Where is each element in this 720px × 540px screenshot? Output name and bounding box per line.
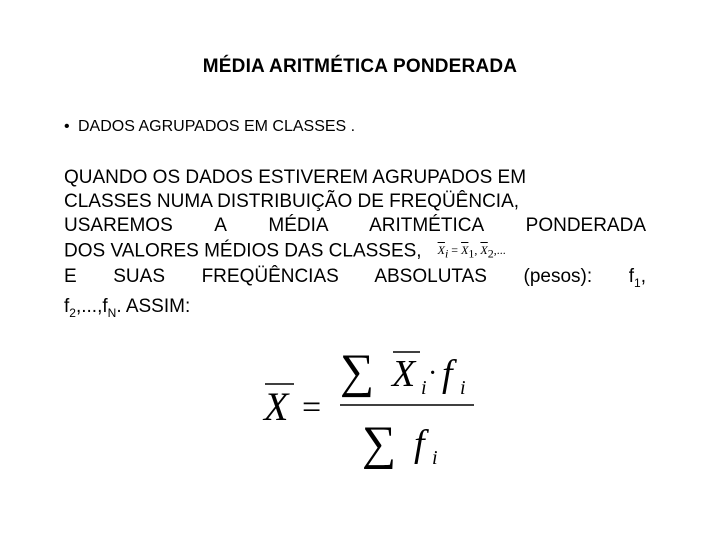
- numerator-sum: ∑: [340, 345, 375, 398]
- lhs-x: X: [264, 384, 289, 429]
- numerator-sub-i-2: i: [460, 377, 466, 399]
- denominator-sub-i: i: [432, 447, 438, 469]
- paragraph-line-4: [64, 238, 646, 265]
- denominator-f: f: [414, 423, 425, 465]
- numerator-x: X: [392, 353, 416, 395]
- bullet-item: [64, 118, 355, 136]
- paragraph-line-5: E SUAS FREQÜÊNCIAS ABSOLUTAS (pesos): $f_1$,: [64, 266, 646, 291]
- numerator-f: f: [442, 353, 453, 395]
- numerator-dot: ·: [428, 358, 438, 389]
- paragraph-line-4-text: DOS VALORES MÉDIOS DAS CLASSES,: [64, 240, 422, 262]
- body-paragraph: [64, 166, 646, 325]
- paragraph-line-6: $f_2,...,f_N$. ASSIM:: [64, 296, 191, 320]
- slide-title: MÉDIA ARITMÉTICA PONDERADA: [202, 56, 518, 77]
- bullet-icon: •: [64, 118, 70, 135]
- paragraph-line-2: CLASSES NUMA DISTRIBUIÇÃO DE FREQÜÊNCIA,: [64, 191, 520, 212]
- paragraph-line-3: USAREMOS A MÉDIA ARITMÉTICA PONDERADA: [64, 215, 646, 236]
- bullet-text: DADOS AGRUPADOS EM CLASSES .: [78, 118, 356, 135]
- class-midpoints-formula: $\overline{X}_i = \overline{X}_1$, $\overline{X}_2$,...: [437, 243, 506, 261]
- weighted-mean-formula: [262, 344, 482, 469]
- equals-sign: =: [302, 389, 322, 426]
- denominator-sum: ∑: [362, 417, 397, 469]
- numerator-sub-i: i: [421, 377, 427, 399]
- paragraph-line-1: QUANDO OS DADOS ESTIVEREM AGRUPADOS EM: [64, 167, 527, 188]
